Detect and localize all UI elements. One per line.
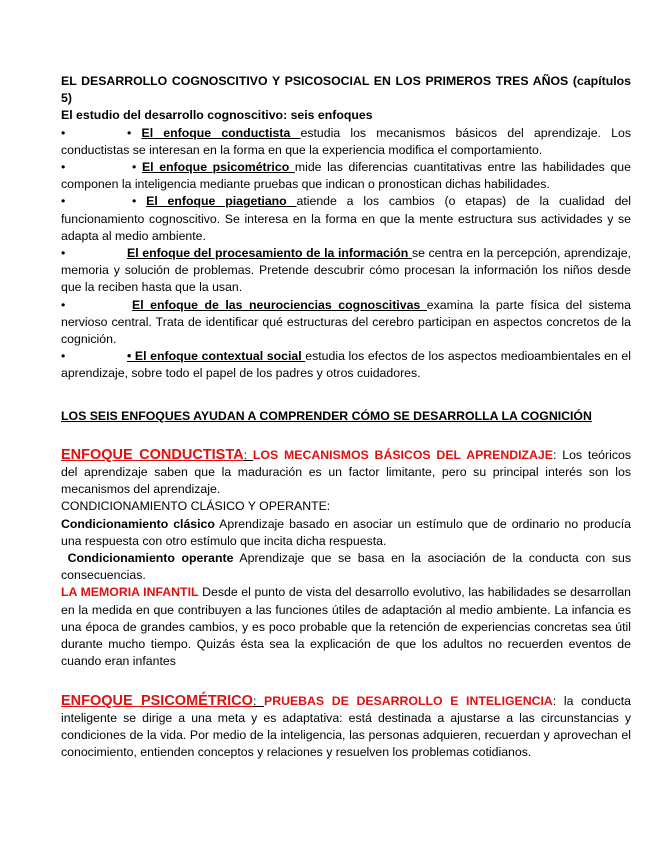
- conductista-subheading: LOS MECANISMOS BÁSICOS DEL APRENDIZAJE: [252, 447, 553, 462]
- bullet-marker: •: [61, 297, 66, 312]
- list-item: [61, 125, 631, 159]
- bullet-text: examina la parte física del sistema nervioso central. Trata de identificar qué estructuras del cerebro participan en aspectos concretos de la cognición.: [61, 297, 631, 347]
- spacer: [61, 671, 631, 693]
- list-item: [61, 348, 631, 382]
- bullet-term: El enfoque de las neurociencias cognoscitivas: [132, 297, 427, 312]
- condicionamiento-heading: CONDICIONAMIENTO CLÁSICO Y OPERANTE:: [61, 499, 331, 514]
- clasico-text: Aprendizaje basado en asociar un estímulo que de ordinario no producía una respuesta con otro estímulo que incita dicha respuesta.: [61, 516, 631, 548]
- bullet-text: se centra en la percepción, aprendizaje, memoria y solución de problemas. Pretende descubrir cómo procesan la información los niños desde que la reciben hasta que la usan.: [61, 246, 631, 295]
- psicometrico-text: : la conducta inteligente se dirige a una meta y es adaptativa: está destinada a ajustarse a las circunstancias y condiciones de la vida. Por medio de la inteligencia, las personas adquieren, recuerdan y aprovechan el conocimiento, entienden conceptos y relaciones y resuelven los problemas cotidianos.: [61, 693, 631, 760]
- bullet-prefix: •: [127, 125, 142, 140]
- spacer: [61, 383, 631, 408]
- document-title: EL DESARROLLO COGNOSCITIVO Y PSICOSOCIAL EN LOS PRIMEROS TRES AÑOS (capítulos 5): [61, 74, 631, 106]
- psicometrico-colon: :: [252, 693, 264, 708]
- operante-term: Condicionamiento operante: [67, 551, 234, 566]
- psicometrico-heading: ENFOQUE PSICOMÉTRICO: [61, 692, 253, 709]
- conductista-colon: :: [243, 447, 253, 462]
- bullet-term: • El enfoque contextual social: [127, 349, 306, 364]
- bullet-marker: •: [61, 160, 66, 175]
- bullet-term: El enfoque piagetiano: [146, 194, 297, 209]
- section-heading: LOS SEIS ENFOQUES AYUDAN A COMPRENDER CÓMO SE DESARROLLA LA COGNICIÓN: [61, 408, 592, 423]
- conductista-heading: ENFOQUE CONDUCTISTA: [61, 446, 244, 463]
- bullet-marker: •: [61, 246, 66, 261]
- bullet-term: El enfoque conductista: [141, 125, 301, 140]
- bullet-marker: •: [61, 194, 66, 209]
- bullet-text: estudia los mecanismos básicos del aprendizaje. Los conductistas se interesan en la forma en que la experiencia modifica el comportamiento.: [61, 125, 631, 157]
- bullet-prefix: •: [132, 194, 147, 209]
- bullet-marker: •: [61, 349, 66, 364]
- document-page: [61, 73, 631, 761]
- list-item: [61, 297, 631, 349]
- clasico-term: Condicionamiento clásico: [61, 516, 215, 531]
- operante-paragraph: [61, 550, 631, 584]
- memoria-term: LA MEMORIA INFANTIL: [61, 585, 199, 600]
- conductista-text: : Los teóricos del aprendizaje saben que la maduración es un factor limitante, pero su principal interés son los mecanismos del aprendizaje.: [61, 447, 631, 497]
- bullet-marker: •: [61, 125, 66, 140]
- bullet-term: El enfoque psicométrico: [141, 160, 295, 175]
- clasico-paragraph: [61, 516, 631, 550]
- list-item: [61, 245, 631, 297]
- document-subtitle: El estudio del desarrollo cognoscitivo: seis enfoques: [61, 108, 373, 123]
- list-item: [61, 193, 631, 245]
- list-item: [61, 159, 631, 193]
- bullet-text: atiende a los cambios (o etapas) de la cualidad del funcionamiento cognoscitivo. Se interesa en la forma en que la mente estructura sus actividades y se adapta al medio ambiente.: [61, 194, 631, 243]
- bullet-text: mide las diferencias cuantitativas entre las habilidades que componen la inteligencia mediante pruebas que indican o pronostican dichas habilidades.: [61, 160, 631, 192]
- memoria-text: Desde el punto de vista del desarrollo evolutivo, las habilidades se desarrollan en la medida en que contribuyen a las funciones útiles de adaptación al medio ambiente. La infancia es una época de grandes cambios, y es poco probable que la retención de experiencias concretas sea útil durante mucho tiempo. Quizás ésta sea la explicación de que los adultos no recuerden eventos de cuando eran infantes: [61, 585, 631, 669]
- memoria-paragraph: [61, 584, 631, 670]
- bullet-prefix: •: [132, 160, 142, 175]
- bullet-text: estudia los efectos de los aspectos medioambientales en el aprendizaje, sobre todo el papel de los padres y otros cuidadores.: [61, 349, 631, 381]
- spacer: [61, 425, 631, 447]
- conductista-paragraph: [61, 447, 631, 499]
- bullet-term: El enfoque del procesamiento de la información: [127, 246, 412, 261]
- psicometrico-subheading: PRUEBAS DE DESARROLLO E INTELIGENCIA: [264, 693, 553, 708]
- operante-text: Aprendizaje que se basa en la asociación de la conducta con sus consecuencias.: [61, 551, 631, 583]
- psicometrico-paragraph: [61, 693, 631, 762]
